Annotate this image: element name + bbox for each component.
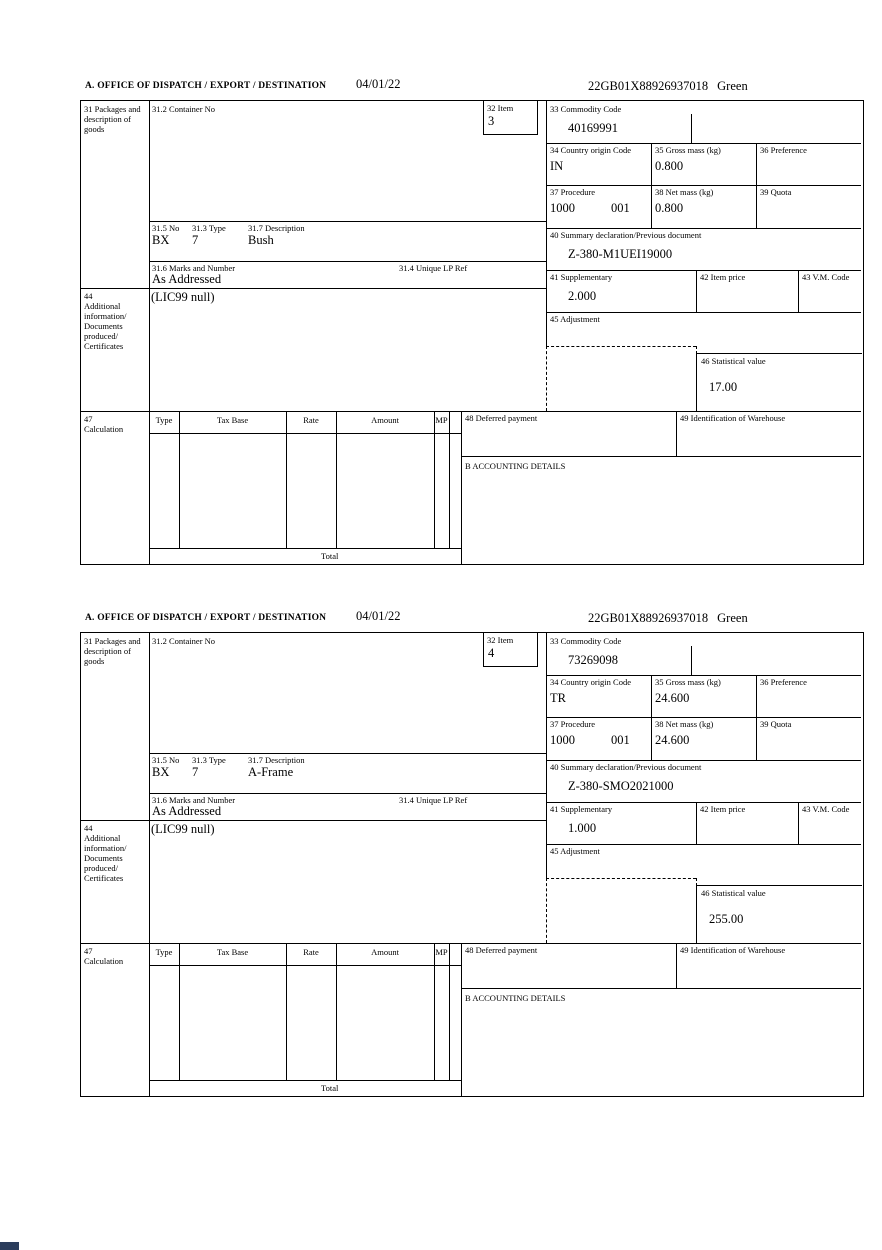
border-line: [149, 433, 461, 434]
box44-text: Additional information/ Documents produced/ Certificates: [84, 301, 127, 351]
box44-label: [84, 291, 146, 351]
box44-text: Additional information/ Documents produced/ Certificates: [84, 833, 127, 883]
box49-label: 49 Identification of Warehouse: [680, 413, 786, 423]
column-header-mp: MP: [435, 947, 448, 957]
box47-label: [84, 414, 146, 434]
total-label: Total: [321, 1083, 339, 1093]
border-line: [546, 143, 861, 144]
border-line: [546, 844, 861, 845]
box48-label: 48 Deferred payment: [465, 945, 538, 955]
package-count-value: BX: [152, 233, 170, 247]
border-line: [149, 101, 150, 564]
border-line: [546, 675, 861, 676]
mrn-reference: [588, 611, 748, 626]
border-line: [546, 312, 861, 313]
commodity-code-value: 73269098: [568, 653, 618, 667]
declaration-section: [0, 0, 882, 561]
supplementary-units-value: 1.000: [568, 821, 597, 835]
border-line: [81, 820, 546, 821]
border-line: [149, 965, 461, 966]
previous-document-value: Z-380-SMO2021000: [568, 779, 674, 793]
box31-7-label: 31.7 Description: [248, 755, 305, 765]
accounting-details-label: B ACCOUNTING DETAILS: [465, 993, 566, 1003]
net-mass-value: 0.800: [655, 201, 684, 215]
box31-7-label: 31.7 Description: [248, 223, 305, 233]
dashed-border-line: [546, 878, 696, 879]
border-line: [336, 943, 337, 1080]
border-line: [696, 270, 697, 312]
border-line: [286, 411, 287, 548]
marks-value: As Addressed: [152, 804, 222, 818]
box46-label: 46 Statistical value: [701, 356, 766, 366]
border-line: [286, 943, 287, 1080]
column-header-rate: Rate: [303, 947, 319, 957]
item-form: [80, 632, 864, 1097]
box31-label: 31 Packages and description of goods: [84, 104, 141, 134]
box31-3-label: 31.3 Type: [192, 755, 226, 765]
border-line: [798, 802, 799, 844]
package-count-value: BX: [152, 765, 170, 779]
box41-label: 41 Supplementary: [550, 804, 613, 814]
procedure-extra-value: 001: [611, 201, 630, 215]
supplementary-units-value: 2.000: [568, 289, 597, 303]
box32-item: [483, 101, 538, 135]
border-line: [546, 802, 861, 803]
border-line: [461, 988, 861, 989]
box46-label: 46 Statistical value: [701, 888, 766, 898]
box31-4-label: 31.4 Unique LP Ref: [399, 795, 468, 805]
border-line: [179, 943, 180, 1080]
box32-label: 32 Item: [487, 103, 514, 113]
mrn-number: 22GB01X88926937018: [588, 79, 709, 93]
window-corner-fragment: [0, 1242, 19, 1250]
box44-label: [84, 823, 146, 883]
declaration-date: 04/01/22: [356, 77, 401, 91]
box44-number: 44: [84, 291, 93, 301]
box42-label: 42 Item price: [700, 804, 746, 814]
column-header-type: Type: [155, 415, 173, 425]
box35-label: 35 Gross mass (kg): [655, 145, 721, 155]
box31-label: 31 Packages and description of goods: [84, 636, 141, 666]
declaration-section: [0, 532, 882, 1093]
commodity-code-divider: [691, 114, 692, 143]
border-line: [546, 101, 547, 346]
box32-item: [483, 633, 538, 667]
border-line: [546, 270, 861, 271]
box47-text: Calculation: [84, 424, 124, 434]
box48-label: 48 Deferred payment: [465, 413, 538, 423]
dashed-border-line: [546, 878, 547, 943]
goods-description-value: Bush: [248, 233, 274, 247]
border-line: [676, 943, 677, 988]
commodity-code-value: 40169991: [568, 121, 618, 135]
box35-label: 35 Gross mass (kg): [655, 677, 721, 687]
border-line: [546, 717, 861, 718]
box47-number: 47: [84, 946, 93, 956]
box47-label: [84, 946, 146, 966]
box33-label: 33 Commodity Code: [550, 104, 622, 114]
box45-label: 45 Adjustment: [550, 846, 600, 856]
column-header-type: Type: [155, 947, 173, 957]
border-line: [81, 943, 861, 944]
dashed-border-line: [546, 346, 547, 411]
box38-label: 38 Net mass (kg): [655, 719, 714, 729]
box34-label: 34 Country origin Code: [550, 145, 631, 155]
border-line: [449, 943, 450, 1080]
box46-statistical-value: [696, 885, 862, 944]
box43-label: 43 V.M. Code: [802, 804, 850, 814]
mrn-number: 22GB01X88926937018: [588, 611, 709, 625]
border-line: [149, 261, 546, 262]
box36-label: 36 Preference: [760, 677, 807, 687]
goods-description-value: A-Frame: [248, 765, 294, 779]
procedure-extra-value: 001: [611, 733, 630, 747]
border-line: [149, 793, 546, 794]
box37-label: 37 Procedure: [550, 719, 596, 729]
route-status: Green: [717, 611, 748, 625]
border-line: [546, 760, 861, 761]
gross-mass-value: 0.800: [655, 159, 684, 173]
column-header-rate: Rate: [303, 415, 319, 425]
border-line: [149, 753, 546, 754]
statistical-value: 17.00: [709, 380, 738, 394]
box31-2-label: 31.2 Container No: [152, 104, 216, 114]
column-header-tax-base: Tax Base: [216, 947, 249, 957]
border-line: [149, 633, 150, 1096]
box31-2-label: 31.2 Container No: [152, 636, 216, 646]
box40-label: 40 Summary declaration/Previous document: [550, 230, 702, 240]
box37-label: 37 Procedure: [550, 187, 596, 197]
accounting-details-label: B ACCOUNTING DETAILS: [465, 461, 566, 471]
column-header-amount: Amount: [371, 947, 399, 957]
dashed-border-line: [546, 346, 696, 347]
box39-label: 39 Quota: [760, 719, 792, 729]
column-header-tax-base: Tax Base: [216, 415, 249, 425]
procedure-value: 1000: [550, 201, 575, 215]
box31-6-label: 31.6 Marks and Number: [152, 263, 236, 273]
marks-value: As Addressed: [152, 272, 222, 286]
box31-3-label: 31.3 Type: [192, 223, 226, 233]
box47-number: 47: [84, 414, 93, 424]
box31-6-label: 31.6 Marks and Number: [152, 795, 236, 805]
item-number-value: 3: [488, 114, 495, 128]
item-number-value: 4: [488, 646, 495, 660]
box33-label: 33 Commodity Code: [550, 636, 622, 646]
border-line: [434, 411, 435, 548]
border-line: [149, 221, 546, 222]
border-line: [461, 943, 462, 1096]
box31-5-label: 31.5 No: [152, 755, 180, 765]
previous-document-value: Z-380-M1UEI19000: [568, 247, 673, 261]
border-line: [696, 802, 697, 844]
box34-label: 34 Country origin Code: [550, 677, 631, 687]
declaration-date: 04/01/22: [356, 609, 401, 623]
box42-label: 42 Item price: [700, 272, 746, 282]
box31-5-label: 31.5 No: [152, 223, 180, 233]
package-type-value: 7: [192, 233, 199, 247]
border-line: [546, 185, 861, 186]
border-line: [81, 411, 861, 412]
box31-4-label: 31.4 Unique LP Ref: [399, 263, 468, 273]
net-mass-value: 24.600: [655, 733, 690, 747]
border-line: [546, 633, 547, 878]
box38-label: 38 Net mass (kg): [655, 187, 714, 197]
box41-label: 41 Supplementary: [550, 272, 613, 282]
box40-label: 40 Summary declaration/Previous document: [550, 762, 702, 772]
total-label: Total: [321, 551, 339, 561]
gross-mass-value: 24.600: [655, 691, 690, 705]
border-line: [336, 411, 337, 548]
box36-label: 36 Preference: [760, 145, 807, 155]
additional-info-value: (LIC99 null): [151, 290, 215, 304]
country-origin-value: TR: [550, 691, 566, 705]
statistical-value: 255.00: [709, 912, 744, 926]
column-header-amount: Amount: [371, 415, 399, 425]
border-line: [179, 411, 180, 548]
border-line: [81, 288, 546, 289]
border-line: [676, 411, 677, 456]
box44-number: 44: [84, 823, 93, 833]
item-form: [80, 100, 864, 565]
office-of-dispatch-label: A. OFFICE OF DISPATCH / EXPORT / DESTINATION: [85, 81, 327, 91]
mrn-reference: [588, 79, 748, 94]
office-of-dispatch-label: A. OFFICE OF DISPATCH / EXPORT / DESTINATION: [85, 613, 327, 623]
box43-label: 43 V.M. Code: [802, 272, 850, 282]
border-line: [434, 943, 435, 1080]
column-header-mp: MP: [435, 415, 448, 425]
box46-statistical-value: [696, 353, 862, 412]
package-type-value: 7: [192, 765, 199, 779]
additional-info-value: (LIC99 null): [151, 822, 215, 836]
border-line: [798, 270, 799, 312]
box49-label: 49 Identification of Warehouse: [680, 945, 786, 955]
border-line: [449, 411, 450, 548]
box47-text: Calculation: [84, 956, 124, 966]
country-origin-value: IN: [550, 159, 564, 173]
box45-label: 45 Adjustment: [550, 314, 600, 324]
procedure-value: 1000: [550, 733, 575, 747]
box39-label: 39 Quota: [760, 187, 792, 197]
commodity-code-divider: [691, 646, 692, 675]
border-line: [546, 228, 861, 229]
border-line: [461, 456, 861, 457]
border-line: [149, 1080, 461, 1081]
route-status: Green: [717, 79, 748, 93]
box32-label: 32 Item: [487, 635, 514, 645]
